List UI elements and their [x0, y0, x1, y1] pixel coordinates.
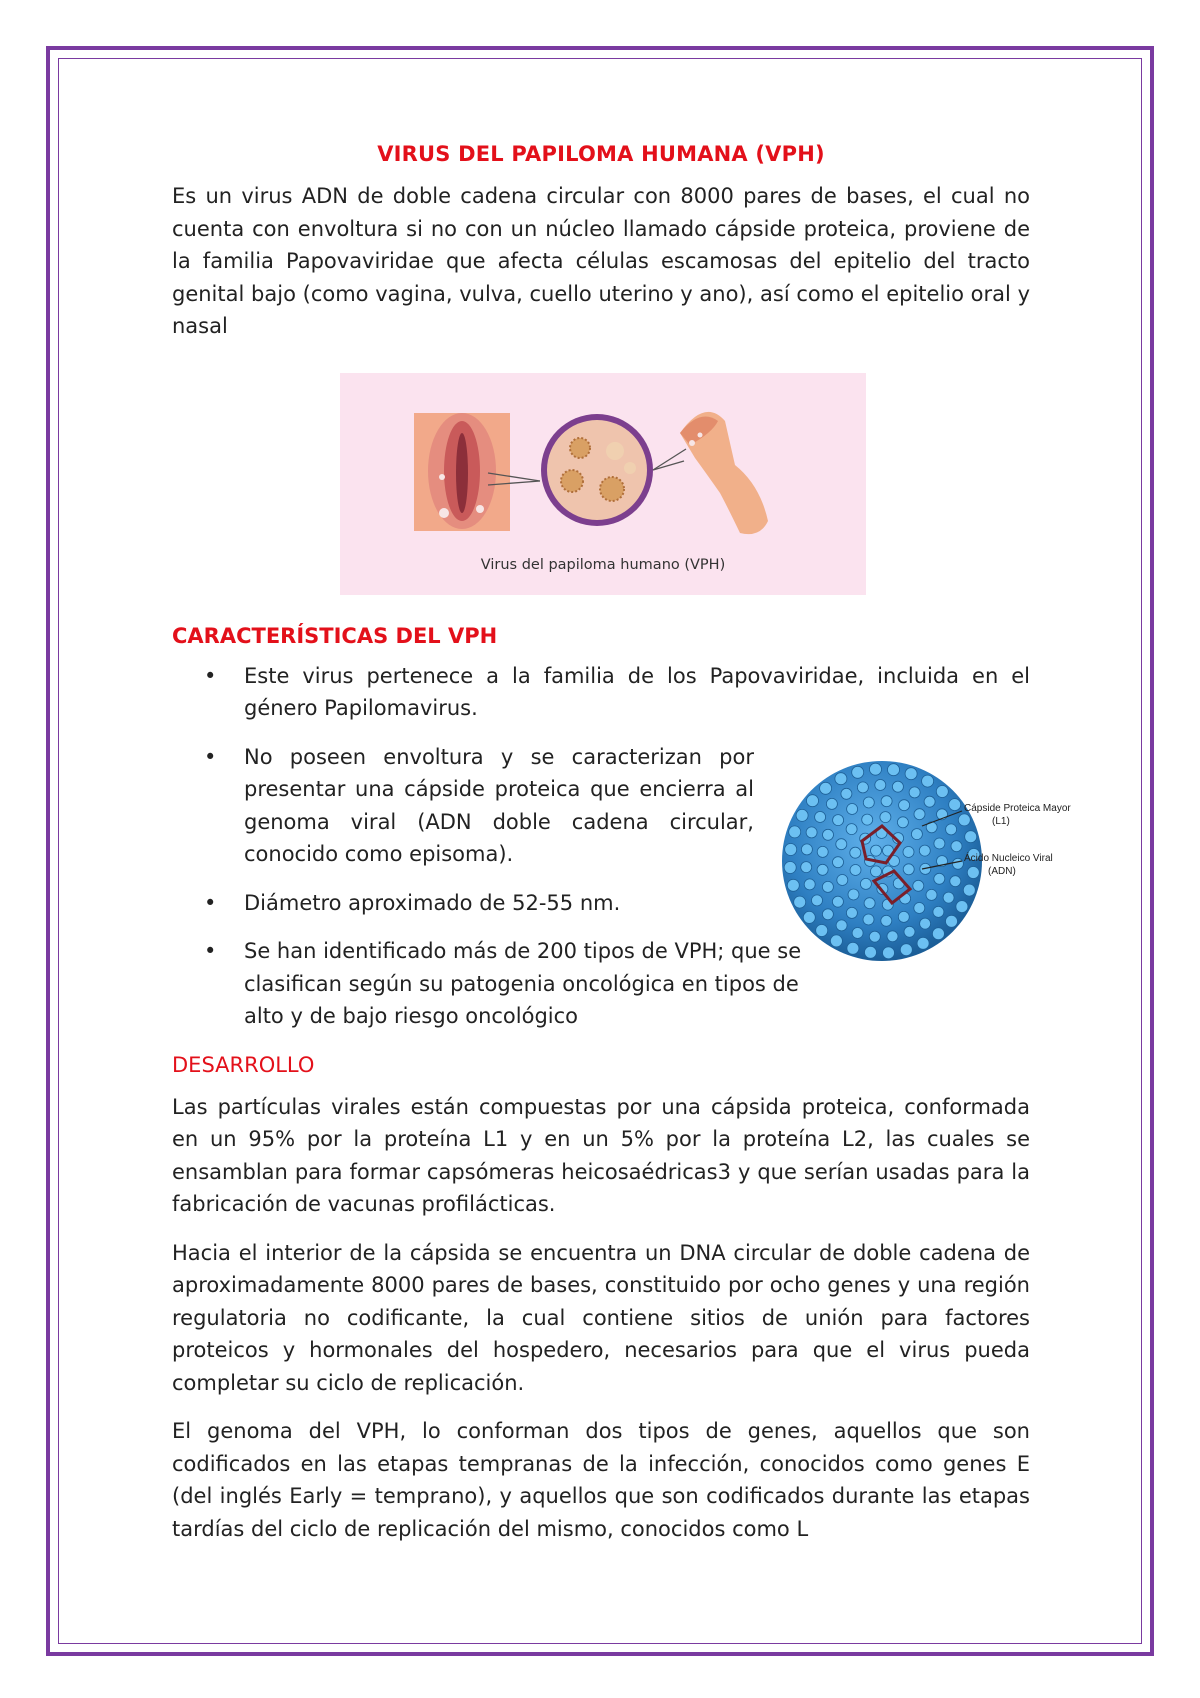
capsomere-bump [847, 942, 859, 954]
capsid-sublabel: (L1) [992, 816, 1010, 827]
bullet-icon: • [204, 939, 217, 963]
capsomere-bump [934, 873, 945, 884]
capsomere-bump [804, 879, 815, 890]
capsomere-bump [943, 892, 954, 903]
capsomere-bump [881, 915, 892, 926]
capsomere-bump [914, 809, 925, 820]
capsomere-bump [952, 858, 963, 869]
capsomere-bump [863, 797, 874, 808]
bullet-icon: • [204, 744, 217, 769]
capsomere-bump [801, 862, 812, 873]
capsomere-bump [900, 944, 912, 956]
capsomere-bump [932, 928, 944, 940]
capsomere-bump [801, 844, 812, 855]
capsomere-bump [846, 824, 857, 835]
capsomere-bump [822, 881, 833, 892]
body-paragraph: El genoma del VPH, lo conforman dos tipos de genes, aquellos que son codificados en las etapas tempranas de la infección, conocidos como genes E (del inglés Early = temprano), y aquellos que son codificados durante las etapas tardías del ciclo de replicación del mismo, conocidos como L [172, 1419, 1030, 1541]
capsomere-bump [909, 787, 920, 798]
capsomere-bump [871, 866, 882, 877]
capsomere-bump [904, 926, 915, 937]
list-item [172, 660, 1030, 725]
capsomere-bump [833, 815, 844, 826]
capsomere-bump [836, 839, 847, 850]
capsomere-bump [846, 907, 857, 918]
capsomere-bump [857, 782, 868, 793]
capsomere-bump [917, 937, 929, 949]
capsomere-bump [871, 845, 882, 856]
capsomere-bump [934, 838, 945, 849]
capsomere-bump [823, 829, 834, 840]
capsomere-bump [950, 876, 961, 887]
capsomere-bump [899, 800, 910, 811]
capsomere-bump [946, 824, 957, 835]
capsomere-bump [830, 935, 842, 947]
capsomere-bump [956, 901, 968, 913]
capsomere-bump [850, 865, 861, 876]
capsomere-bump [914, 903, 925, 914]
capsomere-bump [835, 773, 847, 785]
capsomere-bump [880, 812, 891, 823]
bullet-icon: • [204, 890, 217, 915]
capsomere-bump [836, 920, 847, 931]
capsomere-bump [924, 796, 935, 807]
capsomere-bump [784, 862, 796, 874]
capsomere-bump [785, 844, 797, 856]
document-body [172, 138, 1071, 1561]
virus-structure-image [782, 731, 1072, 991]
capsomere-bump [787, 879, 799, 891]
capsomere-bump [926, 889, 937, 900]
capsomere-bump [949, 799, 961, 811]
virus-structure-figure [782, 731, 1072, 991]
capsomere-bump [920, 918, 931, 929]
capsomere-bump [816, 925, 828, 937]
capsomere-bump [870, 763, 882, 775]
capsomere-bump [796, 809, 808, 821]
capsomere-bump [869, 931, 880, 942]
capsomere-bump [903, 847, 914, 858]
capsomere-bump [864, 898, 875, 909]
body-paragraph: Hacia el interior de la cápsida se encuentra un DNA circular de doble cadena de aproximadamente 8000 pares de bases, constituido por ocho genes y una región regulatoria no codificante, la cual contiene sitios de unión para factores proteicos y hormonales del hospedero, necesarios para que el virus pueda completar su ciclo de replicación. [172, 1240, 1030, 1395]
capsomere-bump [807, 795, 819, 807]
document-title: VIRUS DEL PAPILOMA HUMANA (VPH) [377, 142, 825, 166]
hpv-illustration [340, 373, 866, 595]
capsomere-bump [812, 895, 823, 906]
capsomere-bump [860, 878, 871, 889]
capsomere-bump [965, 831, 977, 843]
capsomere-bump [933, 906, 944, 917]
bullet-icon: • [204, 663, 217, 688]
capsomere-bump [820, 782, 832, 794]
capsomere-bump [822, 909, 833, 920]
capsomere-bump [848, 889, 859, 900]
intro-paragraph: Es un virus ADN de doble cadena circular con 8000 pares de bases, el cual no cuenta con envoltura si no con un núcleo llamado cápside proteica, proviene de la familia Papovaviridae que afecta células escamosas del epitelio del tracto genital bajo (como vagina, vulva, cuello uterino y ano), así como el epitelio oral y nasal [172, 184, 1030, 338]
capsomere-bump [865, 946, 877, 958]
capsomere-bump [905, 768, 917, 780]
capsomere-bump [833, 857, 844, 868]
capsomere-bump [897, 817, 908, 828]
capsomere-bump [841, 788, 852, 799]
section-heading-desarrollo: DESARROLLO [172, 1052, 315, 1077]
section-heading-caracteristicas: CARACTERÍSTICAS DEL VPH [172, 623, 498, 648]
capsomere-bump [863, 914, 874, 925]
capsomere-bump [794, 896, 806, 908]
capsomere-bump [789, 826, 801, 838]
capsomere-bump [903, 864, 914, 875]
capsomere-bump [888, 764, 900, 776]
capsomere-bump [875, 780, 886, 791]
capsomere-bump [852, 928, 863, 939]
capsomere-bump [881, 796, 892, 807]
capsomere-bump [826, 798, 837, 809]
list-item-text: Diámetro aproximado de 52-55 nm. [244, 890, 621, 915]
capsomere-bump [911, 829, 922, 840]
list-item-text: Se han identificado más de 200 tipos de VPH; que se clasifican según su patogenia oncológica en tipos de alto y de bajo riesgo oncológico [244, 939, 802, 1028]
capsomere-bump [963, 884, 975, 896]
capsomere-bump [806, 827, 817, 838]
capsomere-bump [883, 947, 895, 959]
nucleic-label: Ácido Nucleico Viral [964, 853, 1053, 864]
capsomere-bump [832, 896, 843, 907]
capsomere-bump [967, 867, 979, 879]
capsomere-bump [817, 864, 828, 875]
list-item-text: No poseen envoltura y se caracterizan por presentar una cápside proteica que encierra al genoma viral (ADN doble cadena circular, conocido como episoma). [244, 744, 754, 866]
capsomere-bump [951, 841, 962, 852]
capsomere-bump [958, 814, 970, 826]
capsomere-bump [887, 931, 898, 942]
capsomere-bump [898, 911, 909, 922]
figure1-caption: Virus del papiloma humano (VPH) [480, 556, 726, 573]
capsomere-bump [852, 766, 864, 778]
capsomere-bump [922, 775, 934, 787]
capsomere-bump [817, 846, 828, 857]
capsomere-bump [850, 847, 861, 858]
capsid-label: Cápside Proteica Mayor [964, 803, 1071, 814]
capsomere-bump [815, 812, 826, 823]
capsomere-bump [936, 786, 948, 798]
nucleic-sublabel: (ADN) [988, 866, 1016, 877]
hpv-illustration-image [340, 373, 866, 595]
capsomere-bump [892, 781, 903, 792]
capsomere-bump [803, 911, 815, 923]
capsomere-bump [946, 915, 958, 927]
capsomere-bump [837, 875, 848, 886]
list-item-text: Este virus pertenece a la familia de los Papovaviridae, incluida en el género Papilomavirus. [244, 663, 1030, 720]
capsomere-bump [919, 845, 930, 856]
capsomere-bump [862, 814, 873, 825]
body-paragraph: Las partículas virales están compuestas por una cápsida proteica, conformada en un 95% por la proteína L1 y en un 5% por la proteína L2, las cuales se ensamblan para formar capsómeras heicosaédricas3 y que serían usadas para la fabricación de vacunas profilácticas. [172, 1094, 1030, 1216]
capsomere-bump [847, 804, 858, 815]
capsomere-bump [913, 880, 924, 891]
